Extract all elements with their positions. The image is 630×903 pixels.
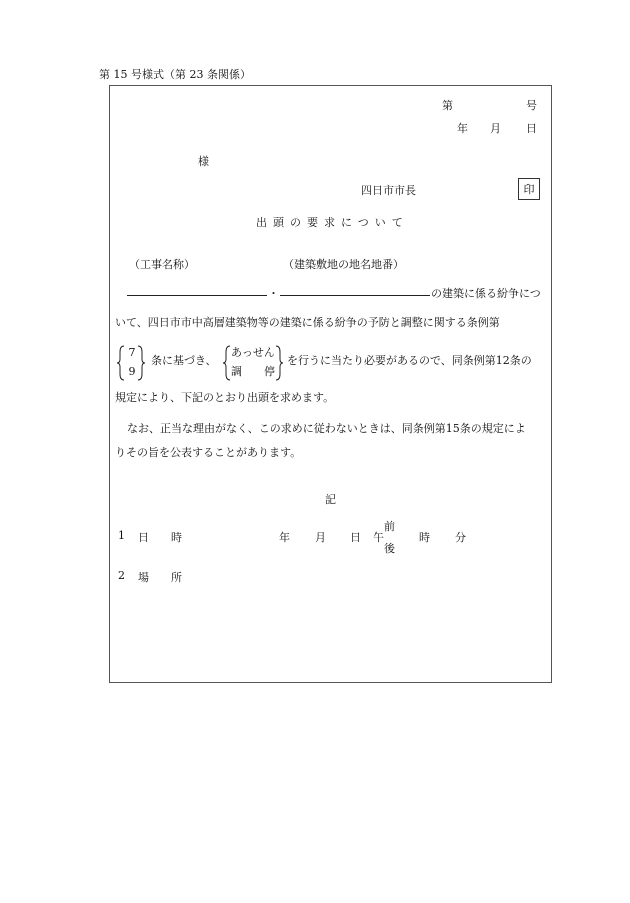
body-line-3-b: を行うに当たり必要があるので、同条例第12条の: [287, 354, 532, 367]
number-prefix: 第: [442, 99, 453, 112]
item-1-minute: 分: [455, 531, 466, 544]
separator-dot: ・: [268, 287, 279, 300]
ampm-afternoon: 後: [384, 542, 395, 555]
body-line-3-a: 条に基づき、: [151, 354, 217, 367]
ampm-noon: 午: [373, 531, 384, 544]
article-option: 7: [128, 346, 136, 359]
ki-heading: 記: [325, 493, 336, 506]
item-2-label: 場 所: [138, 571, 182, 584]
site-location-blank: [280, 295, 430, 296]
item-1-year: 年: [279, 531, 290, 544]
form-id: 第 15 号様式（第 23 条関係）: [99, 68, 251, 81]
body-para2-line-2: りその旨を公表することがあります。: [115, 446, 302, 459]
body-line-2: いて、四日市市中高層建築物等の建築に係る紛争の予防と調整に関する条例第: [115, 316, 500, 329]
number-suffix: 号: [526, 99, 537, 112]
date-day: 日: [526, 122, 537, 135]
item-1-month: 月: [315, 531, 326, 544]
date-month: 月: [490, 122, 501, 135]
project-name-blank: [127, 295, 267, 296]
body-line-1-tail: の建築に係る紛争につ: [431, 287, 541, 300]
procedure-option: 調 停: [231, 365, 275, 378]
item-1-day: 日: [350, 531, 361, 544]
body-para2-line-1: なお、正当な理由がなく、この求めに従わないときは、同条例第15条の規定によ: [127, 422, 526, 435]
item-1-number: 1: [118, 529, 125, 542]
procedure-option-list: [228, 343, 278, 381]
label-project-name: （工事名称）: [129, 258, 195, 271]
ampm-morning: 前: [384, 520, 395, 533]
article-option-list: [126, 343, 138, 381]
item-1-hour: 時: [419, 531, 430, 544]
label-site-location: （建築敷地の地名地番）: [283, 258, 404, 271]
sender-title: 四日市市長: [361, 184, 416, 197]
document-title: 出頭の要求について: [256, 216, 409, 229]
form-frame: [109, 85, 552, 683]
procedure-option: あっせん: [231, 346, 275, 359]
item-1-label: 日 時: [138, 531, 182, 544]
body-line-4: 規定により、下記のとおり出頭を求めます。: [115, 391, 335, 404]
seal-mark: 印: [518, 178, 540, 200]
addressee-suffix: 様: [198, 155, 209, 168]
item-2-number: 2: [118, 569, 125, 582]
article-option: 9: [128, 365, 136, 378]
date-year: 年: [457, 122, 468, 135]
